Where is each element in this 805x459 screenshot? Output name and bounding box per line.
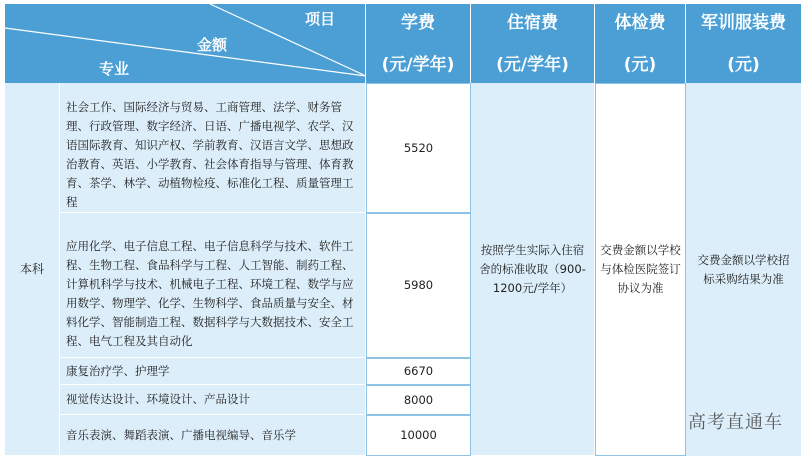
uniform-unit: (元) xyxy=(727,54,760,75)
uniform-text: 交费金额以学校招标采购结果为准 xyxy=(697,252,790,286)
tuition-value: 10000 xyxy=(400,428,437,442)
tuition-value: 5520 xyxy=(403,140,434,155)
tuition-value-cell xyxy=(366,358,471,385)
level-label: 本科 xyxy=(19,261,44,276)
corner-major-label: 专业 xyxy=(99,60,130,78)
uniform-cell xyxy=(686,83,801,456)
tuition-value-cell xyxy=(366,83,471,213)
tuition-value: 5980 xyxy=(403,278,434,292)
medical-cell xyxy=(595,83,686,456)
uniform-header xyxy=(686,4,801,83)
corner-amount-label: 金额 xyxy=(197,36,228,54)
table-row xyxy=(60,415,366,456)
tuition-unit: (元/学年) xyxy=(381,54,455,75)
tuition-value: 6670 xyxy=(403,364,434,378)
lodging-unit: (元/学年) xyxy=(496,54,569,75)
tuition-value-cell xyxy=(366,213,471,358)
tuition-header xyxy=(366,4,471,83)
lodging-header xyxy=(471,4,595,83)
table-row xyxy=(60,358,366,385)
table-row xyxy=(60,385,366,415)
majors-text: 康复治疗学、护理学 xyxy=(66,364,170,378)
lodging-cell xyxy=(471,83,595,456)
corner-item-label: 项目 xyxy=(305,10,336,28)
lodging-title: 住宿费 xyxy=(507,12,558,33)
watermark: 高考直通车 xyxy=(688,412,783,433)
majors-text: 应用化学、电子信息工程、电子信息科学与技术、软件工程、生物工程、食品科学与工程、人工智能、制药工程、计算机科学与技术、机械电子工程、环境工程、数学与应用数学、物理学、化学、生物科学、食品质量与安全、材料化学、智能制造工程、数据科学与大数据技术、安全工程、电气工程及其自动化 xyxy=(66,239,354,348)
majors-text: 视觉传达设计、环境设计、产品设计 xyxy=(66,392,250,406)
uniform-title: 军训服装费 xyxy=(701,12,786,33)
medical-text: 交费金额以学校与体检医院签订协议为准 xyxy=(600,243,681,295)
tuition-value: 8000 xyxy=(403,392,434,407)
lodging-text: 按照学生实际入住宿舍的标准收取（900-1200元/学年） xyxy=(479,242,586,295)
fee-table xyxy=(5,4,801,456)
majors-text: 社会工作、国际经济与贸易、工商管理、法学、财务管理、行政管理、数字经济、日语、广播电视学、农学、汉语国际教育、知识产权、学前教育、汉语言文学、思想政治教育、英语、小学教育、社会体育指导与管理、体育教育、茶学、林学、动植物检疫、标准化工程、质量管理工程 xyxy=(66,100,354,209)
level-cell xyxy=(5,83,60,456)
corner-header xyxy=(5,4,366,83)
medical-unit: (元) xyxy=(623,54,657,75)
table-row xyxy=(60,83,366,213)
majors-text: 音乐表演、舞蹈表演、广播电视编导、音乐学 xyxy=(66,428,296,442)
medical-header xyxy=(595,4,686,83)
tuition-value-cell xyxy=(366,385,471,415)
table-row xyxy=(60,213,366,358)
medical-title: 体检费 xyxy=(614,12,666,33)
tuition-title: 学费 xyxy=(401,12,435,33)
tuition-value-cell xyxy=(366,415,471,456)
